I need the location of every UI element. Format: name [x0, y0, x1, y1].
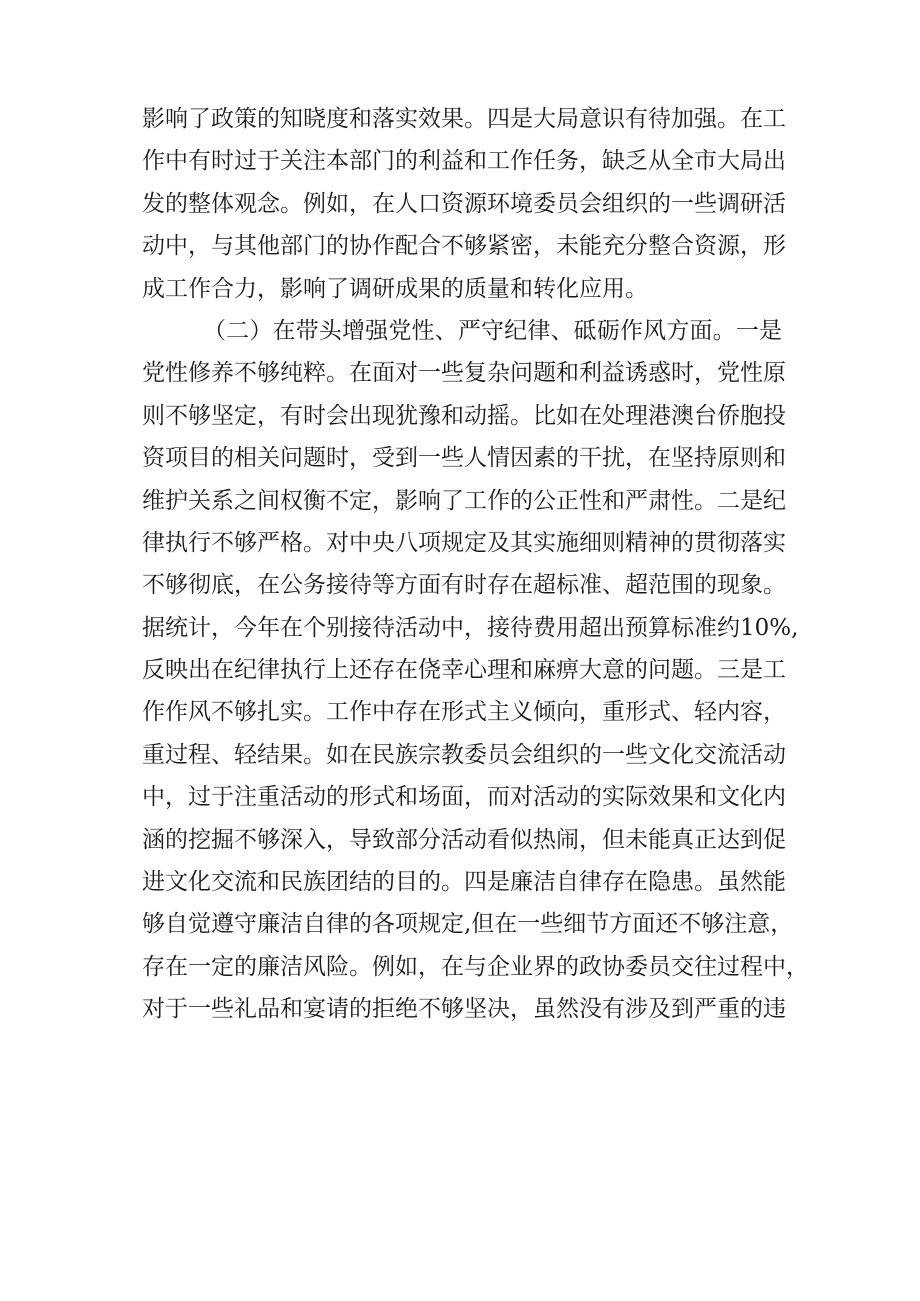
text-line: 不够彻底，在公务接待等方面有时存在超标准、超范围的现象。 — [142, 572, 786, 599]
text-line: 涵的挖掘不够深入，导致部分活动看似热闹，但未能真正达到促 — [142, 826, 786, 853]
text-line: 维护关系之间权衡不定，影响了工作的公正性和严肃性。二是纪 — [142, 487, 786, 514]
text-line: 党性修养不够纯粹。在面对一些复杂问题和利益诱惑时，党性原 — [142, 360, 786, 387]
text-line: 据统计，今年在个别接待活动中，接待费用超出预算标准约10%, — [142, 614, 799, 641]
text-line: 成工作合力，影响了调研成果的质量和转化应用。 — [142, 275, 648, 302]
text-line: 进文化交流和民族团结的目的。四是廉洁自律存在隐患。虽然能 — [142, 869, 786, 896]
text-line: 够自觉遵守廉洁自律的各项规定,但在一些细节方面还不够注意， — [142, 911, 794, 938]
text-line: 动中，与其他部门的协作配合不够紧密，未能充分整合资源，形 — [142, 233, 786, 260]
text-line: 律执行不够严格。对中央八项规定及其实施细则精神的贯彻落实 — [142, 529, 786, 556]
section-heading-line: （二）在带头增强党性、严守纪律、砥砺作风方面。一是 — [203, 317, 782, 344]
text-line: 作作风不够扎实。工作中存在形式主义倾向，重形式、轻内容， — [142, 699, 786, 726]
text-line: 则不够坚定，有时会出现犹豫和动摇。比如在处理港澳台侨胞投 — [142, 402, 786, 429]
text-line: 存在一定的廉洁风险。例如，在与企业界的政协委员交往过程中， — [142, 953, 809, 980]
text-line: 中，过于注重活动的形式和场面，而对活动的实际效果和文化内 — [142, 784, 786, 811]
text-line: 资项目的相关问题时，受到一些人情因素的干扰，在坚持原则和 — [142, 445, 786, 472]
text-line: 影响了政策的知晓度和落实效果。四是大局意识有待加强。在工 — [142, 106, 786, 132]
text-line: 反映出在纪律执行上还存在侥幸心理和麻痹大意的问题。三是工 — [142, 657, 786, 684]
text-line: 重过程、轻结果。如在民族宗教委员会组织的一些文化交流活动 — [142, 741, 786, 768]
text-line: 发的整体观念。例如，在人口资源环境委员会组织的一些调研活 — [142, 190, 786, 217]
text-line: 作中有时过于关注本部门的利益和工作任务，缺乏从全市大局出 — [142, 148, 786, 175]
document-body — [142, 98, 809, 1031]
text-line: 对于一些礼品和宴请的拒绝不够坚决，虽然没有涉及到严重的违 — [142, 996, 786, 1023]
